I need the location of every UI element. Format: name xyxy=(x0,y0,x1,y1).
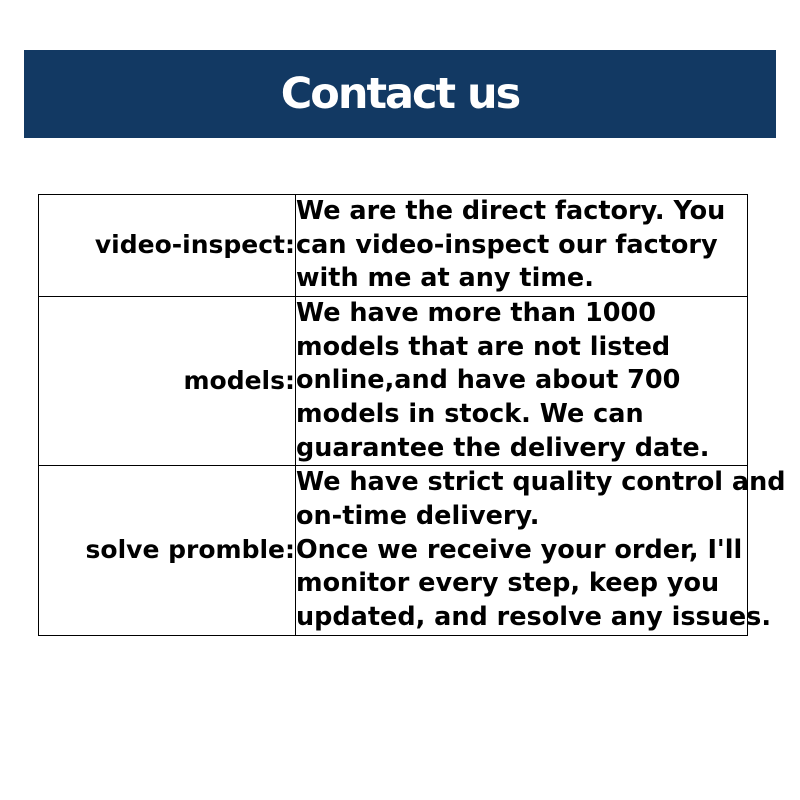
value-line: We are the direct factory. You xyxy=(296,196,726,226)
row-label: solve promble: xyxy=(39,466,296,635)
row-value xyxy=(296,466,786,635)
value-line: with me at any time. xyxy=(296,263,594,294)
value-line: models in stock. We can xyxy=(296,398,644,429)
page-title: Contact us xyxy=(280,68,520,119)
table-row xyxy=(39,466,748,635)
row-value xyxy=(296,296,748,465)
value-line: on-time delivery. xyxy=(296,500,540,531)
row-label: video-inspect: xyxy=(39,195,296,297)
contact-info-table xyxy=(38,194,786,636)
value-line: models that are not listed xyxy=(296,331,671,362)
row-label: models: xyxy=(39,296,296,465)
value-line: online,and have about 700 xyxy=(296,365,681,396)
value-line: updated, and resolve any issues. xyxy=(296,601,772,632)
row-value xyxy=(296,195,748,297)
value-line: Once we receive your order, I'll xyxy=(296,534,743,565)
contact-us-banner xyxy=(24,50,776,138)
value-line: monitor every step, keep you xyxy=(296,568,720,599)
table-row xyxy=(39,296,748,465)
value-line: guarantee the delivery date. xyxy=(296,432,710,463)
table-row xyxy=(39,195,748,297)
value-line: We have more than 1000 xyxy=(296,297,656,328)
value-line: We have strict quality control and xyxy=(296,467,786,498)
value-line: can video-inspect our factory xyxy=(296,229,718,260)
